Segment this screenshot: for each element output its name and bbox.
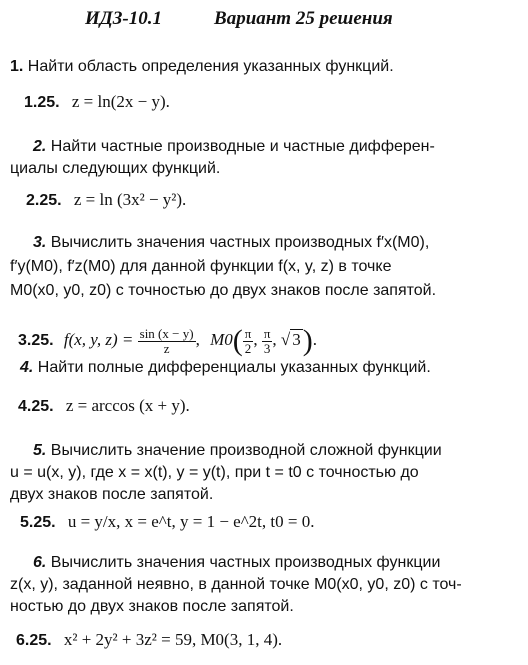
task-text-line: Вычислить значения частных производных f′x(M0),	[50, 234, 430, 251]
equation-label: 6.25.	[16, 632, 52, 649]
task-number: 4.	[20, 359, 34, 376]
sqrt-sign: √	[280, 330, 291, 349]
task-2-line-2	[10, 158, 220, 180]
task-text-line: циалы следующих функций.	[10, 160, 221, 177]
task-5-line-2	[10, 462, 419, 484]
task-1	[10, 56, 394, 78]
task-5	[33, 440, 442, 462]
task-4	[20, 357, 431, 379]
left-paren: (	[232, 324, 243, 358]
equation-text: z = ln(2x − y).	[71, 92, 170, 111]
task-3-line-3	[10, 280, 436, 302]
equation-label: 1.25.	[24, 94, 60, 111]
task-5-line-3	[10, 484, 213, 506]
fraction-numerator: π	[244, 325, 252, 341]
task-number: 5.	[33, 442, 47, 459]
equation-text: u = y/x, x = e^t, y = 1 − e^2t, t0 = 0.	[67, 512, 315, 531]
doc-title: ИДЗ-10.1	[85, 8, 163, 29]
point-name: M0	[210, 330, 233, 349]
right-paren: )	[302, 324, 313, 358]
equation-text: z = arccos (x + y).	[65, 396, 190, 415]
equation-label: 5.25.	[20, 514, 56, 531]
task-6-line-3	[10, 596, 294, 618]
task-3	[33, 232, 429, 254]
task-6	[33, 552, 440, 574]
task-6-line-2	[10, 574, 462, 596]
equation-label: 3.25.	[18, 332, 54, 349]
task-2	[33, 136, 493, 158]
fraction-denominator: z	[163, 340, 170, 356]
task-number: 3.	[33, 234, 47, 251]
equation-5	[20, 512, 314, 532]
task-text-line: z(x, y), заданной неявно, в данной точке M0(x0, y0, z0) с точ-	[10, 576, 462, 593]
page-title	[85, 8, 393, 30]
task-text-line: M0(x0, y0, z0) с точностью до двух знаков после запятой.	[10, 282, 437, 299]
task-3-line-2	[10, 256, 391, 278]
task-text-line: Найти частные производные и частные дифферен-	[50, 138, 435, 155]
task-text-line: двух знаков после запятой.	[10, 486, 214, 503]
equation-4	[18, 396, 190, 416]
equation-text: z = ln (3x² − y²).	[73, 190, 187, 209]
equation-label: 2.25.	[26, 192, 62, 209]
task-text-line: Вычислить значения частных производных функции	[50, 554, 441, 571]
fraction	[262, 327, 273, 356]
fraction-numerator: sin (x − y)	[139, 325, 194, 341]
fraction-denominator: 3	[263, 340, 271, 356]
task-text-line: Вычислить значение производной сложной функции	[50, 442, 442, 459]
fraction	[243, 327, 254, 356]
variant-title: Вариант 25 решения	[214, 8, 393, 29]
sqrt-radicand: 3	[292, 330, 301, 349]
task-text: Найти полные дифференциалы указанных функций.	[37, 359, 431, 376]
equation-text: x² + 2y² + 3z² = 59, M0(3, 1, 4).	[63, 630, 283, 649]
fraction-numerator: π	[263, 325, 271, 341]
task-text-line: ностью до двух знаков после запятой.	[10, 598, 294, 615]
equation-3: 3.25. f(x, y, z) = $\frac{\sin (x - y)}{z}$ , M0( $\frac{\pi}{2}$ , $\frac{\pi}{3}$ , √ 3).	[18, 324, 317, 358]
equation-6	[16, 630, 282, 650]
task-number: 1.	[10, 58, 24, 75]
task-text: Найти область определения указанных функций.	[27, 58, 394, 75]
equation-lhs: f(x, y, z) =	[63, 330, 134, 349]
fraction-denominator: 2	[244, 340, 252, 356]
task-text-line: f′y(M0), f′z(M0) для данной функции f(x, y, z) в точке	[10, 258, 392, 275]
equation-1	[24, 92, 170, 112]
task-number: 2.	[33, 138, 47, 155]
task-number: 6.	[33, 554, 47, 571]
equation-label: 4.25.	[18, 398, 54, 415]
equation-2	[26, 190, 186, 210]
task-text-line: u = u(x, y), где x = x(t), y = y(t), при t = t0 с точностью до	[10, 464, 419, 481]
fraction	[138, 327, 196, 356]
